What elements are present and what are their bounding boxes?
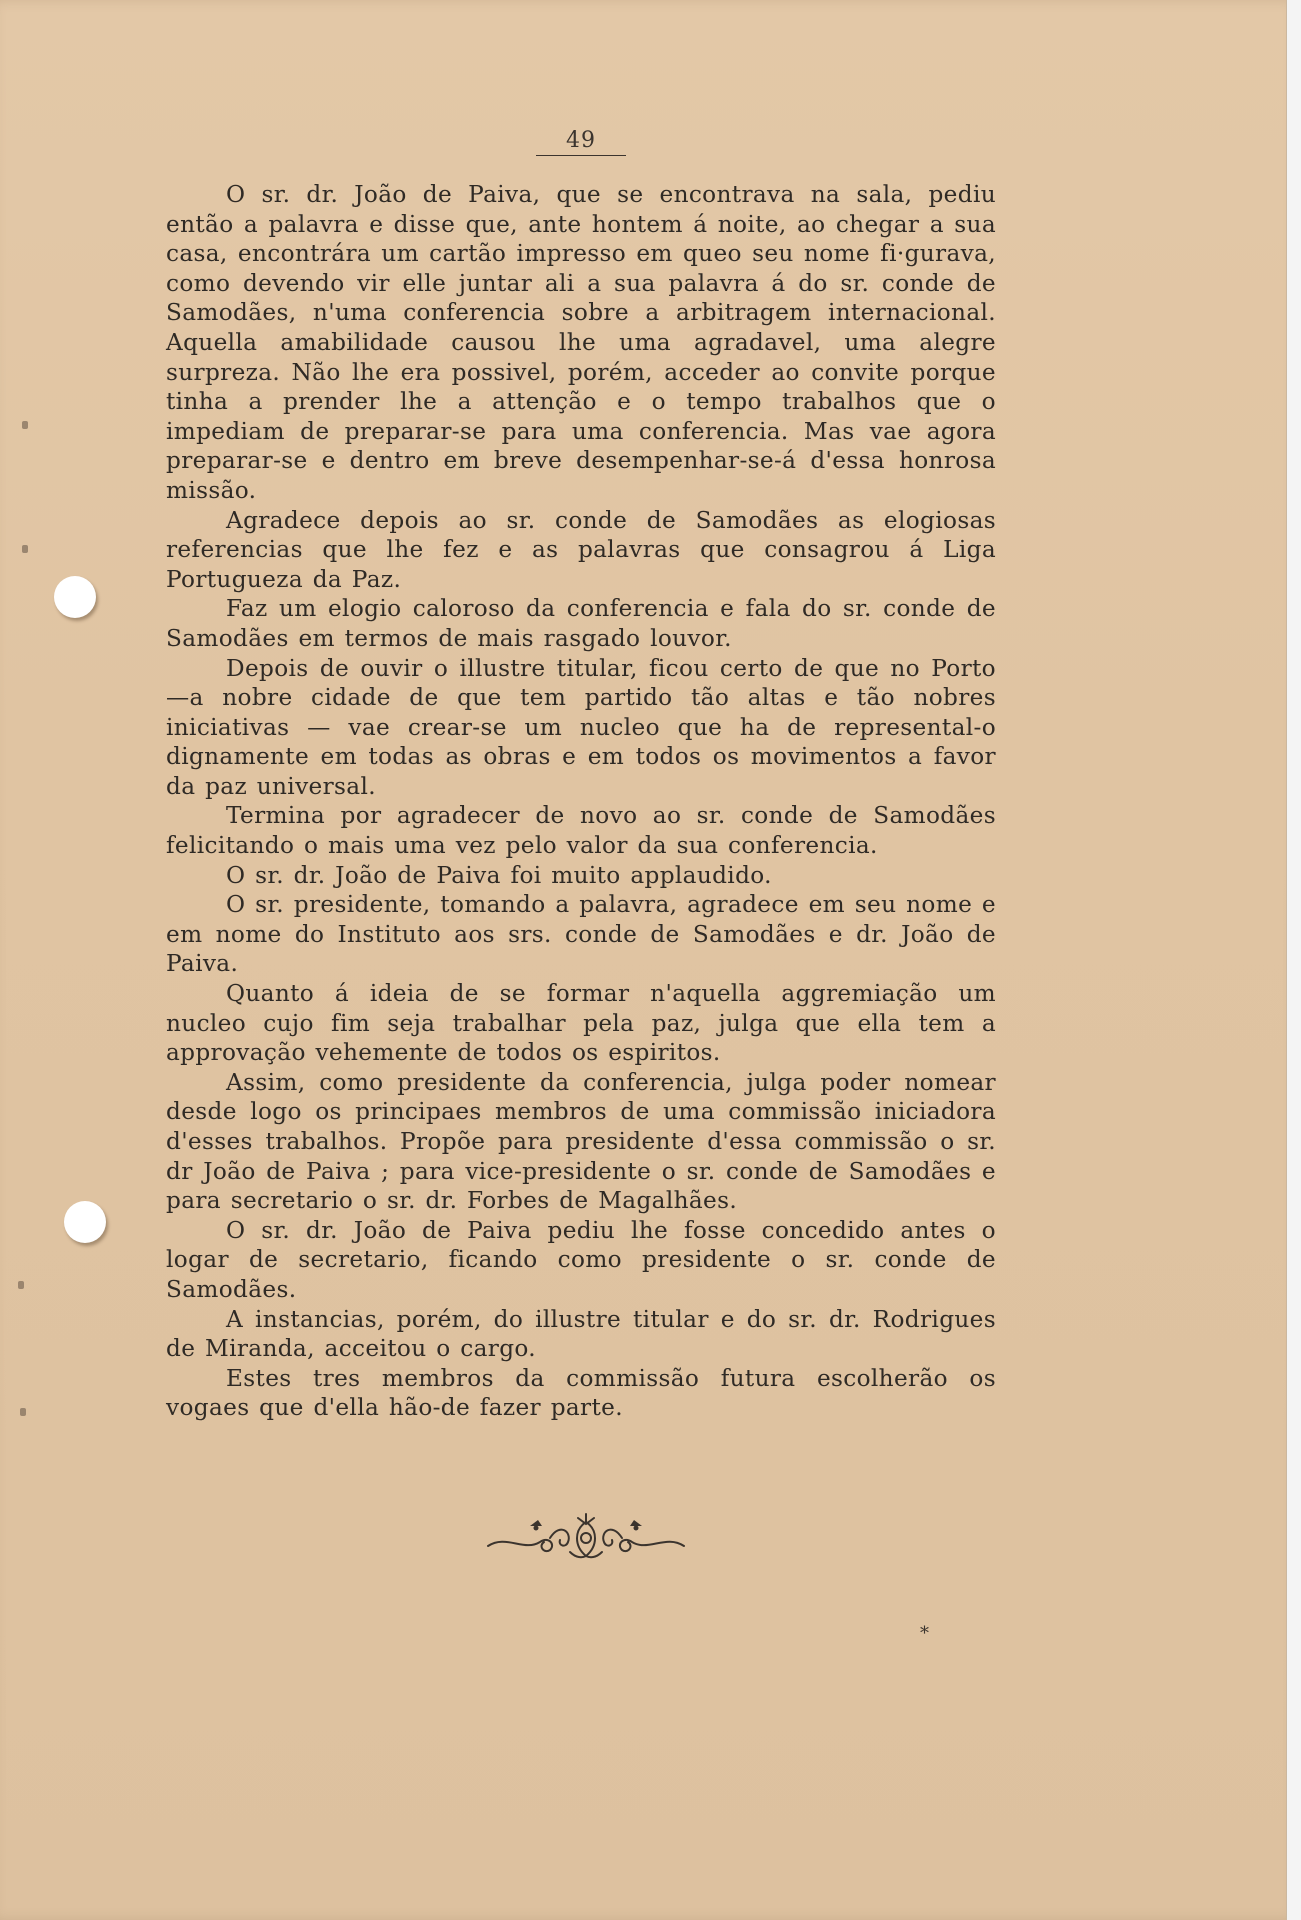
punch-hole-bottom [64, 1201, 106, 1243]
page-number: 49 [536, 128, 626, 156]
body-text [166, 180, 996, 1423]
paragraph: Quanto á ideia de se formar n'aquella aggremiação um nucleo cujo fim seja trabalhar pela paz, julga que ella tem a approvação vehemente de todos os espiritos. [166, 980, 996, 1067]
binding-mark [20, 1408, 26, 1416]
binding-mark [22, 421, 28, 429]
paragraph: Estes tres membros da commissão futura escolherão os vogaes que d'ella hão-de fazer parte. [166, 1364, 996, 1422]
binding-mark [18, 1281, 24, 1289]
paragraph: Assim, como presidente da conferencia, julga poder nomear desde logo os principaes membros de uma commissão iniciadora d'esses trabalhos. Propõe para presidente d'essa commissão o sr. dr João de Paiva ; para vice-presidente o sr. conde de Samodães e para secretario o sr. dr. Forbes de Magalhães. [166, 1068, 996, 1215]
footer-mark: * [920, 1623, 929, 1644]
paragraph: O sr. dr. João de Paiva pediu lhe fosse concedido antes o logar de secretario, ficando como presidente o sr. conde de Samodães. [166, 1216, 996, 1303]
paragraph: Depois de ouvir o illustre titular, ficou certo de que no Porto —a nobre cidade de que tem partido tão altas e tão nobres iniciativas — vae crear-se um nucleo que ha de represental-o dignamente em todas as obras e em todos os movimentos a favor da paz universal. [166, 654, 996, 800]
paragraph: A instancias, porém, do illustre titular e do sr. dr. Rodrigues de Miranda, acceitou o cargo. [166, 1305, 996, 1363]
paragraph: Termina por agradecer de novo ao sr. conde de Samodães felicitando o mais uma vez pelo valor da sua conferencia. [166, 802, 996, 860]
binding-mark [22, 545, 28, 553]
paragraph: O sr. dr. João de Paiva, que se encontrava na sala, pediu então a palavra e disse que, ante hontem á noite, ao chegar a sua casa, encontrára um cartão impresso em queo seu nome fi·gurava, como devendo vir elle juntar ali a sua palavra á do sr. conde de Samodães, n'uma conferencia sobre a arbitragem internacional. Aquella amabilidade causou lhe uma agradavel, uma alegre surpreza. Não lhe era possivel, porém, acceder ao convite porque tinha a prender lhe a attenção e o tempo trabalhos que o impediam de preparar-se para uma conferencia. Mas vae agora preparar-se e dentro em breve desempenhar-se-á d'essa honrosa missão. [166, 181, 996, 504]
punch-hole-top [54, 576, 96, 618]
floral-ornament-icon [486, 1512, 686, 1562]
paragraph: Faz um elogio caloroso da conferencia e fala do sr. conde de Samodães em termos de mais rasgado louvor. [166, 595, 996, 652]
paragraph: O sr. presidente, tomando a palavra, agradece em seu nome e em nome do Instituto aos srs. conde de Samodães e dr. João de Paiva. [166, 891, 996, 978]
scan-edge [1286, 0, 1301, 1920]
paragraph: O sr. dr. João de Paiva foi muito applaudido. [226, 861, 772, 889]
paragraph: Agradece depois ao sr. conde de Samodães as elogiosas referencias que lhe fez e as palavras que consagrou á Liga Portugueza da Paz. [166, 506, 996, 593]
